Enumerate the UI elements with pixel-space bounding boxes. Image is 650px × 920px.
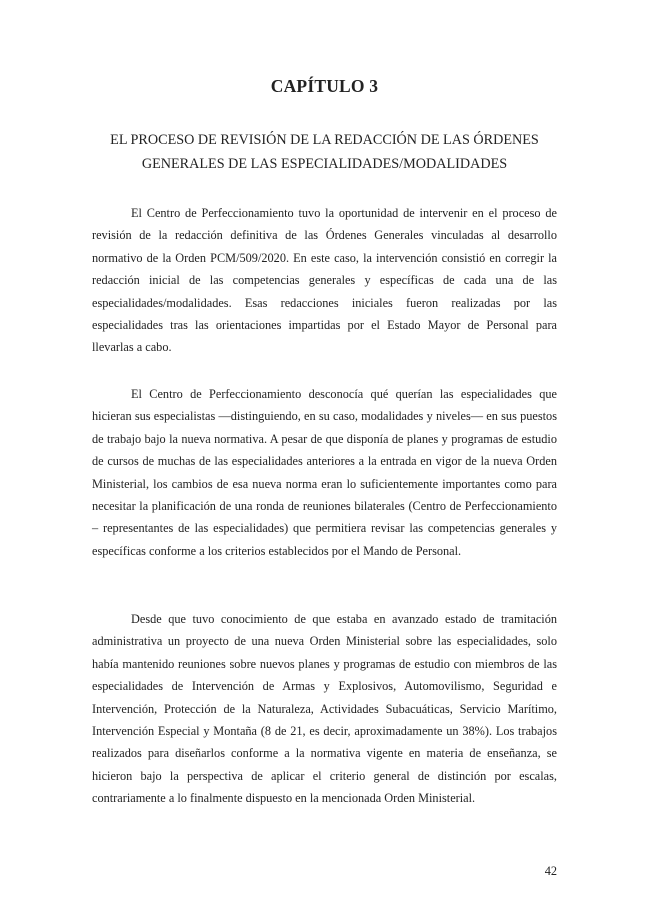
document-page — [92, 0, 557, 920]
chapter-title: CAPÍTULO 3 — [270, 76, 379, 96]
page-number: 42 — [544, 864, 557, 878]
paragraph-2: El Centro de Perfeccionamiento desconocía qué querían las especialidades que hicieran sus especialistas —distinguiendo, en su caso, modalidades y niveles— en sus puestos de trabajo bajo la nueva normativa. A pesar de que disponía de planes y programas de estudio de cursos de muchas de las especialidades anteriores a la entrada en vigor de la nueva Orden Ministerial, los cambios de esa nueva norma eran lo suficientemente importantes como para necesitar la planificación de una ronda de reuniones bilaterales (Centro de Perfeccionamiento – representantes de las especialidades) que permitiera revisar las competencias generales y específicas conforme a los criterios establecidos por el Mando de Personal. — [92, 387, 557, 558]
paragraph-1: El Centro de Perfeccionamiento tuvo la oportunidad de intervenir en el proceso de revisión de la redacción definitiva de las Órdenes Generales vinculadas al desarrollo normativo de la Orden PCM/509/2020. En este caso, la intervención consistió en corregir la redacción inicial de las competencias generales y específicas de cada una de las especialidades/modalidades. Esas redacciones iniciales fueron realizadas por las especialidades tras las orientaciones impartidas por el Estado Mayor de Personal para llevarlas a cabo. — [92, 206, 557, 355]
section-title: EL PROCESO DE REVISIÓN DE LA REDACCIÓN DE LAS ÓRDENES GENERALES DE LAS ESPECIALIDADES/MODALIDADES — [110, 132, 539, 172]
paragraph-3: Desde que tuvo conocimiento de que estaba en avanzado estado de tramitación administrativa un proyecto de una nueva Orden Ministerial sobre las especialidades, solo había mantenido reuniones sobre nuevos planes y programas de estudio con miembros de las especialidades de Intervención de Armas y Explosivos, Automovilismo, Seguridad e Intervención, Protección de la Naturaleza, Actividades Subacuáticas, Servicio Marítimo, Intervención Especial y Montaña (8 de 21, es decir, aproximadamente un 38%). Los trabajos realizados para diseñarlos conforme a la normativa vigente en materia de enseñanza, se hicieron bajo la perspectiva de aplicar el criterio general de distinción por escalas, contrariamente a lo finalmente dispuesto en la mencionada Orden Ministerial. — [92, 612, 557, 806]
